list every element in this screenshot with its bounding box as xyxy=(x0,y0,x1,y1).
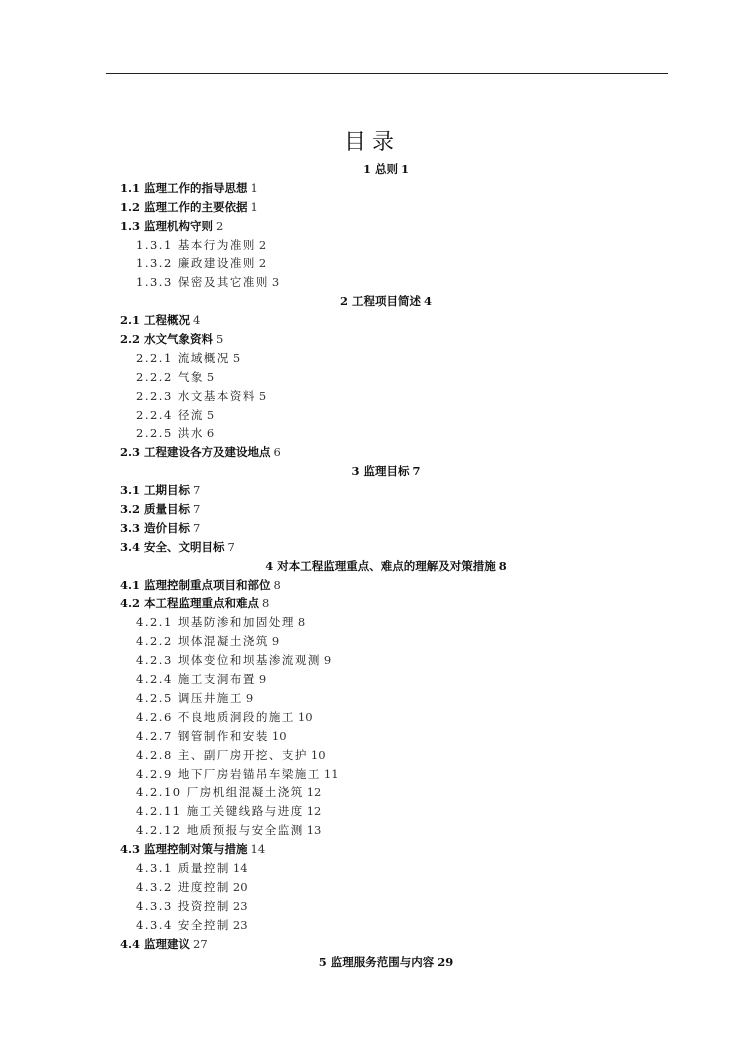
toc-page-number: 1 xyxy=(250,199,258,214)
toc-entry-sub[interactable] xyxy=(0,802,744,821)
toc-entry-section[interactable] xyxy=(0,179,744,198)
toc-entry-text: 4.2.7 钢管制作和安装 xyxy=(136,728,269,743)
toc-entry-text: 2.2.5 洪水 xyxy=(136,426,204,441)
toc-page-number: 6 xyxy=(273,445,281,460)
toc-page-number: 5 xyxy=(216,332,224,347)
toc-entry-sub[interactable] xyxy=(0,254,744,273)
toc-entry-text: 4.3.3 投资控制 xyxy=(136,898,230,913)
toc-entry-sub[interactable] xyxy=(0,632,744,651)
toc-page-number: 6 xyxy=(206,426,215,441)
toc-page-number: 3 xyxy=(271,275,280,290)
toc-entry-section[interactable] xyxy=(0,576,744,595)
toc-page-number: 12 xyxy=(306,804,322,819)
toc-title: 目录 xyxy=(343,130,400,155)
toc-page-number: 9 xyxy=(271,634,280,649)
toc-entry-text: 3.4 安全、文明目标 xyxy=(120,539,225,554)
toc-entry-sub[interactable] xyxy=(0,689,744,708)
toc-entry-sub[interactable] xyxy=(0,273,744,292)
toc-entry-text: 4.2.6 不良地质洞段的施工 xyxy=(136,709,295,724)
toc-entry-text: 4.2.11 施工关键线路与进度 xyxy=(136,804,304,819)
toc-entry-chapter[interactable] xyxy=(0,462,744,481)
toc-entry-sub[interactable] xyxy=(0,783,744,802)
toc-page-number: 12 xyxy=(306,785,322,800)
toc-page-number: 29 xyxy=(437,955,454,970)
toc-entry-section[interactable] xyxy=(0,443,744,462)
toc-entry-chapter[interactable] xyxy=(0,160,744,179)
toc-entry-text: 1.3.3 保密及其它准则 xyxy=(136,275,269,290)
toc-entry-section[interactable] xyxy=(0,330,744,349)
toc-entry-sub[interactable] xyxy=(0,613,744,632)
toc-entry-text: 1.1 监理工作的指导思想 xyxy=(120,180,248,195)
toc-entry-text: 2.2.4 径流 xyxy=(136,407,204,422)
toc-page-number: 8 xyxy=(273,577,281,592)
toc-page-number: 8 xyxy=(498,558,507,573)
toc-entry-text: 1.2 监理工作的主要依据 xyxy=(120,199,248,214)
toc-entry-text: 4.2 本工程监理重点和难点 xyxy=(120,596,260,611)
toc-entry-text: 4.2.5 调压井施工 xyxy=(136,690,243,705)
toc-entry-sub[interactable] xyxy=(0,368,744,387)
toc-entry-text: 4.2.8 主、副厂房开挖、支护 xyxy=(136,747,308,762)
toc-entry-text: 2.2.2 气象 xyxy=(136,369,204,384)
toc-entry-text: 4 对本工程监理重点、难点的理解及对策措施 xyxy=(265,558,496,573)
toc-entry-sub[interactable] xyxy=(0,878,744,897)
toc-entry-text: 4.3.4 安全控制 xyxy=(136,917,230,932)
toc-entry-text: 4.3.2 进度控制 xyxy=(136,879,230,894)
toc-page-number: 2 xyxy=(258,237,267,252)
toc-entry-text: 1.3.2 廉政建设准则 xyxy=(136,256,256,271)
toc-entry-sub[interactable] xyxy=(0,859,744,878)
toc-entry-text: 1.3.1 基本行为准则 xyxy=(136,237,256,252)
toc-entry-chapter[interactable] xyxy=(0,292,744,311)
toc-entry-sub[interactable] xyxy=(0,916,744,935)
toc-page-number: 9 xyxy=(245,690,254,705)
toc-entry-chapter[interactable] xyxy=(0,953,744,972)
toc-entry-section[interactable] xyxy=(0,840,744,859)
toc-page-number: 4 xyxy=(424,294,433,309)
toc-page-number: 27 xyxy=(193,936,208,951)
toc-page-number: 9 xyxy=(258,672,267,687)
toc-entry-text: 2.3 工程建设各方及建设地点 xyxy=(120,445,271,460)
toc-entry-text: 4.3.1 质量控制 xyxy=(136,860,230,875)
toc-entry-section[interactable] xyxy=(0,519,744,538)
toc-page-number: 5 xyxy=(258,388,267,403)
toc-page-number: 23 xyxy=(232,898,248,913)
toc-page-number: 10 xyxy=(271,728,287,743)
toc-page-number: 2 xyxy=(258,256,267,271)
toc-page-number: 13 xyxy=(306,823,322,838)
toc-entry-text: 3.2 质量目标 xyxy=(120,502,191,517)
toc-entry-text: 2 工程项目简述 xyxy=(339,294,421,309)
toc-page-number: 1 xyxy=(401,162,410,176)
toc-page-number: 7 xyxy=(193,502,201,517)
toc-entry-sub[interactable] xyxy=(0,424,744,443)
toc-entry-section[interactable] xyxy=(0,311,744,330)
toc-entry-text: 4.2.3 坝体变位和坝基渗流观测 xyxy=(136,653,321,668)
toc-page-number: 20 xyxy=(232,879,248,894)
toc-entry-text: 1 总则 xyxy=(362,162,398,176)
toc-entry-sub[interactable] xyxy=(0,821,744,840)
toc-page-number: 9 xyxy=(323,653,332,668)
toc-entry-text: 2.1 工程概况 xyxy=(120,313,191,328)
toc-entry-text: 3.3 造价目标 xyxy=(120,520,191,535)
toc-entry-text: 4.2.1 坝基防渗和加固处理 xyxy=(136,615,295,630)
toc-entry-section[interactable] xyxy=(0,594,744,613)
toc-entry-text: 4.2.9 地下厂房岩锚吊车梁施工 xyxy=(136,766,321,781)
toc-page-number: 5 xyxy=(206,407,215,422)
toc-page-number: 1 xyxy=(250,180,258,195)
toc-page-number: 8 xyxy=(297,615,306,630)
toc-entry-sub[interactable] xyxy=(0,651,744,670)
toc-page-number: 7 xyxy=(227,539,235,554)
toc-entry-text: 2.2 水文气象资料 xyxy=(120,332,214,347)
toc-entry-sub[interactable] xyxy=(0,236,744,255)
toc-page-number: 11 xyxy=(323,766,339,781)
toc-page-number: 23 xyxy=(232,917,248,932)
toc-entry-section[interactable] xyxy=(0,538,744,557)
table-of-contents xyxy=(0,160,744,972)
toc-entry-text: 5 监理服务范围与内容 xyxy=(318,955,435,970)
toc-entry-section[interactable] xyxy=(0,935,744,954)
toc-entry-sub[interactable] xyxy=(0,349,744,368)
toc-entry-section[interactable] xyxy=(0,481,744,500)
toc-entry-section[interactable] xyxy=(0,500,744,519)
toc-entry-text: 2.2.1 流域概况 xyxy=(136,350,230,365)
toc-entry-sub[interactable] xyxy=(0,765,744,784)
toc-page-number: 14 xyxy=(250,842,266,857)
toc-entry-sub[interactable] xyxy=(0,897,744,916)
toc-entry-text: 4.2.4 施工支洞布置 xyxy=(136,672,256,687)
toc-entry-text: 4.1 监理控制重点项目和部位 xyxy=(120,577,271,592)
toc-entry-sub[interactable] xyxy=(0,746,744,765)
toc-entry-sub[interactable] xyxy=(0,708,744,727)
toc-entry-text: 1.3 监理机构守则 xyxy=(120,218,214,233)
toc-entry-text: 4.3 监理控制对策与措施 xyxy=(120,842,248,857)
toc-entry-chapter[interactable] xyxy=(0,557,744,576)
toc-entry-sub[interactable] xyxy=(0,406,744,425)
toc-entry-sub[interactable] xyxy=(0,727,744,746)
toc-entry-text: 4.2.12 地质预报与安全监测 xyxy=(136,823,304,838)
toc-page-number: 7 xyxy=(193,483,201,498)
toc-page-number: 10 xyxy=(297,709,313,724)
toc-entry-section[interactable] xyxy=(0,217,744,236)
toc-page-number: 4 xyxy=(193,313,201,328)
toc-entry-sub[interactable] xyxy=(0,387,744,406)
toc-entry-sub[interactable] xyxy=(0,670,744,689)
toc-page-number: 5 xyxy=(206,369,215,384)
toc-entry-section[interactable] xyxy=(0,198,744,217)
toc-page-number: 2 xyxy=(216,218,224,233)
header-rule xyxy=(106,73,668,74)
toc-page-number: 10 xyxy=(310,747,326,762)
toc-entry-text: 3 监理目标 xyxy=(351,464,410,479)
toc-page-number: 8 xyxy=(262,596,270,611)
toc-entry-text: 4.4 监理建议 xyxy=(120,936,191,951)
toc-page-number: 5 xyxy=(232,350,241,365)
toc-entry-text: 4.2.10 厂房机组混凝土浇筑 xyxy=(136,785,304,800)
toc-page-number: 7 xyxy=(193,520,201,535)
toc-entry-text: 4.2.2 坝体混凝土浇筑 xyxy=(136,634,269,649)
toc-page-number: 7 xyxy=(412,464,421,479)
toc-entry-text: 3.1 工期目标 xyxy=(120,483,191,498)
toc-entry-text: 2.2.3 水文基本资料 xyxy=(136,388,256,403)
toc-page-number: 14 xyxy=(232,860,248,875)
